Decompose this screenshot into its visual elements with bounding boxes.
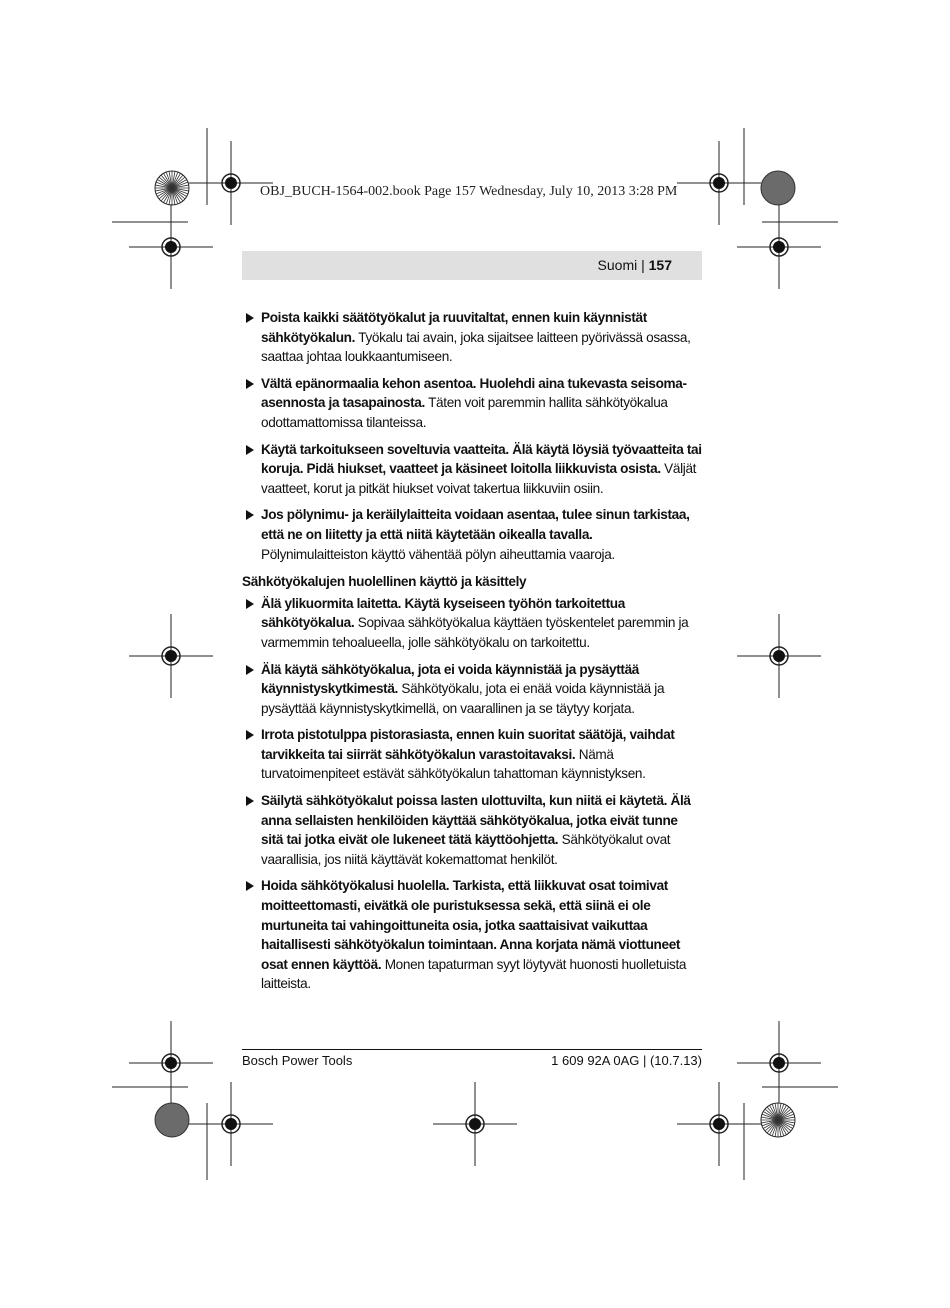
item-emphasis: Vältä epänormaalia kehon asentoa. Huolehdi aina tukevasta seisoma-asennosta ja tasapainosta. bbox=[261, 375, 687, 411]
registration-quadrant bbox=[225, 183, 231, 189]
item-text: Sähkötyökalut ovat vaarallisia, jos niitä käyttävät kokemattomat henkilöt. bbox=[261, 832, 671, 867]
registration-quadrant bbox=[171, 241, 177, 247]
registration-quadrant bbox=[719, 177, 725, 183]
registration-quadrant bbox=[231, 1124, 237, 1130]
page-body bbox=[242, 308, 702, 1001]
registration-quadrant bbox=[171, 656, 177, 662]
registration-quadrant bbox=[171, 650, 177, 656]
header-separator: | bbox=[641, 257, 645, 273]
safety-item bbox=[242, 374, 702, 433]
registration-quadrant bbox=[165, 1063, 171, 1069]
safety-item bbox=[242, 791, 702, 869]
item-emphasis: Poista kaikki säätötyökalut ja ruuvitaltat, ennen kuin käynnistät sähkötyökalun. bbox=[261, 310, 647, 345]
registration-quadrant bbox=[475, 1124, 481, 1130]
safety-item bbox=[242, 876, 702, 994]
bullet-triangle-icon bbox=[246, 510, 254, 520]
item-emphasis: Hoida sähkötyökalusi huolella. Tarkista, että liikkuvat osat toimivat moitteettomasti, eivätkä ole puristuksessa sekä, että siinä ei ole murtuneita tai vahingoittuneita osia, jotka saattaisivat vaikuttaa haitallisesti sähkötyökalun toimintaan. Anna korjata nämä viottuneet osat ennen käyttöä. bbox=[261, 878, 681, 972]
registration-quadrant bbox=[469, 1118, 475, 1124]
bullet-triangle-icon bbox=[246, 665, 254, 675]
item-emphasis: Älä ylikuormita laitetta. Käytä kyseiseen työhön tarkoitettua sähkötyökalua. bbox=[261, 595, 625, 631]
registration-quadrant bbox=[779, 1057, 785, 1063]
item-text: Työkalu tai avain, joka sijaitsee laitteen pyörivässä osassa, saattaa johtaa loukkaantumiseen. bbox=[261, 329, 691, 365]
safety-item bbox=[242, 594, 702, 653]
bullet-triangle-icon bbox=[246, 599, 254, 609]
header-language: Suomi bbox=[597, 257, 638, 273]
registration-quadrant bbox=[779, 650, 785, 656]
registration-quadrant bbox=[713, 1118, 719, 1124]
registration-quadrant bbox=[779, 1063, 785, 1069]
bullet-triangle-icon bbox=[246, 796, 254, 806]
registration-quadrant bbox=[165, 656, 171, 662]
registration-quadrant bbox=[225, 177, 231, 183]
registration-quadrant bbox=[165, 1057, 171, 1063]
registration-quadrant bbox=[165, 650, 171, 656]
registration-quadrant bbox=[713, 177, 719, 183]
registration-quadrant bbox=[779, 247, 785, 253]
safety-item bbox=[242, 660, 702, 719]
registration-quadrant bbox=[231, 183, 237, 189]
page-header bbox=[598, 257, 672, 273]
registration-quadrant bbox=[719, 1118, 725, 1124]
footer-brand: Bosch Power Tools bbox=[242, 1053, 353, 1068]
footer-code: 1 609 92A 0AG | (10.7.13) bbox=[551, 1053, 702, 1068]
registration-quadrant bbox=[475, 1118, 481, 1124]
item-text: Pölynimulaitteiston käyttö vähentää pölyn aiheuttamia vaaroja. bbox=[261, 546, 615, 562]
footer-rule bbox=[242, 1049, 702, 1050]
registration-quadrant bbox=[773, 241, 779, 247]
item-emphasis: Älä käytä sähkötyökalua, jota ei voida käynnistää ja pysäyttää käynnistyskytkimestä. bbox=[261, 661, 639, 697]
safety-item bbox=[242, 505, 702, 564]
item-emphasis: Käytä tarkoitukseen soveltuvia vaatteita. Älä käytä löysiä työvaatteita tai koruja. Pidä hiukset, vaatteet ja käsineet loitolla liikkuvista osista. bbox=[261, 441, 702, 477]
item-text: Sopivaa sähkötyökalua käyttäen työskentelet paremmin ja varmemmin tehoalueella, jolle sähkötyökalu on tarkoitettu. bbox=[261, 615, 689, 650]
registration-quadrant bbox=[225, 1124, 231, 1130]
registration-quadrant bbox=[171, 247, 177, 253]
page-number: 157 bbox=[648, 257, 672, 273]
bullet-triangle-icon bbox=[246, 730, 254, 740]
safety-item bbox=[242, 725, 702, 784]
registration-quadrant bbox=[469, 1124, 475, 1130]
registration-quadrant bbox=[231, 1118, 237, 1124]
registration-quadrant bbox=[719, 1124, 725, 1130]
registration-quadrant bbox=[713, 183, 719, 189]
page-header-bar bbox=[242, 251, 702, 280]
item-emphasis: Irrota pistotulppa pistorasiasta, ennen kuin suoritat säätöjä, vaihdat tarvikkeita tai siirrät sähkötyökalun varastoitavaksi. bbox=[261, 727, 675, 762]
registration-quadrant bbox=[773, 1063, 779, 1069]
item-text: Sähkötyökalu, jota ei enää voida käynnistää ja pysäyttää käynnistyskytkimellä, on vaarallinen ja se täytyy korjata. bbox=[261, 681, 665, 716]
registration-quadrant bbox=[171, 1063, 177, 1069]
item-emphasis: Säilytä sähkötyökalut poissa lasten ulottuvilta, kun niitä ei käytetä. Älä anna sellaisten henkilöiden käyttää sähkötyökalua, jotka eivät tunne sitä tai jotka eivät ole lukeneet tätä käyttöohjetta. bbox=[261, 793, 691, 848]
bullet-triangle-icon bbox=[246, 881, 254, 891]
registration-quadrant bbox=[773, 247, 779, 253]
registration-quadrant bbox=[773, 650, 779, 656]
bullet-triangle-icon bbox=[246, 379, 254, 389]
registration-quadrant bbox=[773, 656, 779, 662]
registration-quadrant bbox=[231, 177, 237, 183]
registration-quadrant bbox=[779, 656, 785, 662]
safety-item bbox=[242, 308, 702, 367]
gray-patch-icon bbox=[155, 1103, 189, 1137]
item-text: Monen tapaturman syyt löytyvät huonosti huolletuista laitteista. bbox=[261, 956, 687, 992]
section-heading: Sähkötyökalujen huolellinen käyttö ja käsittely bbox=[242, 574, 527, 590]
bullet-triangle-icon bbox=[246, 313, 254, 323]
registration-quadrant bbox=[171, 1057, 177, 1063]
registration-quadrant bbox=[225, 1118, 231, 1124]
registration-quadrant bbox=[719, 183, 725, 189]
bullet-triangle-icon bbox=[246, 445, 254, 455]
registration-quadrant bbox=[165, 247, 171, 253]
item-text: Nämä turvatoimenpiteet estävät sähkötyökalun tahattoman käynnistyksen. bbox=[261, 746, 646, 782]
registration-quadrant bbox=[773, 1057, 779, 1063]
gray-patch-icon bbox=[761, 171, 795, 205]
registration-quadrant bbox=[165, 241, 171, 247]
registration-quadrant bbox=[713, 1124, 719, 1130]
safety-item bbox=[242, 440, 702, 499]
registration-quadrant bbox=[779, 241, 785, 247]
print-slug: OBJ_BUCH-1564-002.book Page 157 Wednesday, July 10, 2013 3:28 PM bbox=[260, 184, 678, 199]
item-emphasis: Jos pölynimu- ja keräilylaitteita voidaan asentaa, tulee sinun tarkistaa, että ne on liitetty ja että niitä käytetään oikealla tavalla. bbox=[261, 507, 690, 542]
item-text: Väljät vaatteet, korut ja pitkät hiukset voivat takertua liikkuviin osiin. bbox=[261, 461, 697, 496]
item-text: Täten voit paremmin hallita sähkötyökalua odottamattomissa tilanteissa. bbox=[261, 395, 668, 430]
